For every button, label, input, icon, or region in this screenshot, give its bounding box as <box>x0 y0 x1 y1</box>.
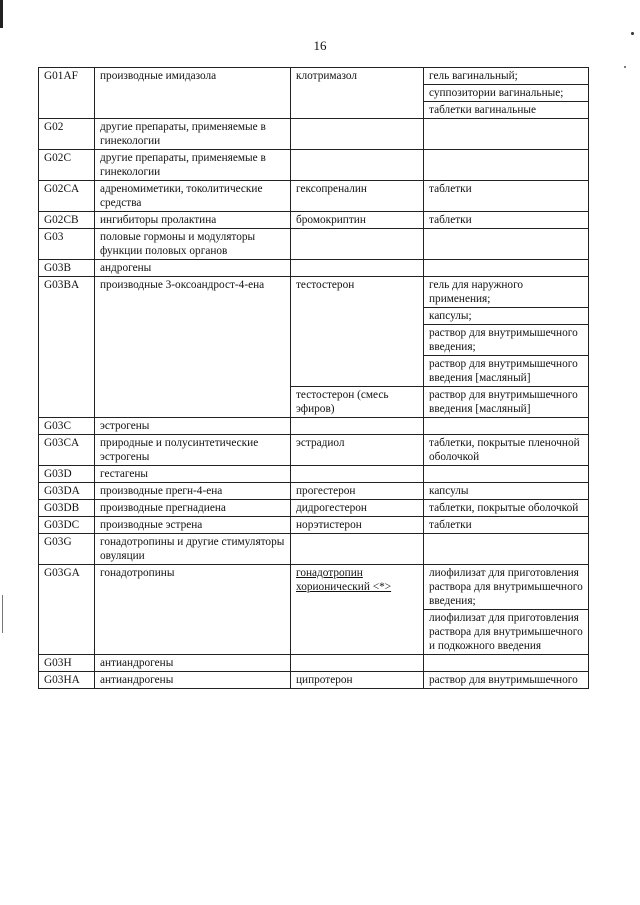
drug-cell: тестостерон <box>291 277 424 387</box>
drug-cell: дидрогестерон <box>291 500 424 517</box>
atc-code-cell: G03C <box>39 418 95 435</box>
dosage-form-cell <box>424 418 589 435</box>
group-cell: антиандрогены <box>95 672 291 689</box>
atc-code-cell: G03 <box>39 229 95 260</box>
drug-cell <box>291 119 424 150</box>
table-row <box>39 150 589 181</box>
dosage-form-cell: раствор для внутримышечного введения [масляный] <box>424 387 589 418</box>
table-row <box>39 277 589 308</box>
atc-code-cell: G02CA <box>39 181 95 212</box>
table-row <box>39 119 589 150</box>
dosage-form-cell: раствор для внутримышечного <box>424 672 589 689</box>
group-cell: адреномиметики, токолитические средства <box>95 181 291 212</box>
scan-edge-line <box>2 595 3 633</box>
drug-cell <box>291 466 424 483</box>
table-row <box>39 181 589 212</box>
drug-cell <box>291 655 424 672</box>
dosage-form-cell <box>424 119 589 150</box>
atc-code-cell: G03DB <box>39 500 95 517</box>
group-cell: производные эстрена <box>95 517 291 534</box>
group-cell: производные прегн-4-ена <box>95 483 291 500</box>
scan-dot-mark <box>631 32 634 35</box>
table-row <box>39 500 589 517</box>
group-cell: половые гормоны и модуляторы функции половых органов <box>95 229 291 260</box>
scan-dot-mark <box>624 66 626 68</box>
dosage-form-cell: раствор для внутримышечного введения [масляный] <box>424 356 589 387</box>
atc-code-cell: G02 <box>39 119 95 150</box>
table-row <box>39 655 589 672</box>
table-row <box>39 672 589 689</box>
drug-cell: норэтистерон <box>291 517 424 534</box>
dosage-form-cell <box>424 150 589 181</box>
drug-cell <box>291 418 424 435</box>
table-row <box>39 517 589 534</box>
drug-cell: гексопреналин <box>291 181 424 212</box>
table-row <box>39 565 589 610</box>
atc-code-cell: G03G <box>39 534 95 565</box>
group-cell: производные имидазола <box>95 68 291 119</box>
drug-classification-table <box>38 67 589 689</box>
group-cell: другие препараты, применяемые в гинекологии <box>95 150 291 181</box>
dosage-form-cell: лиофилизат для приготовления раствора для внутримышечного введения; <box>424 565 589 610</box>
dosage-form-cell: таблетки <box>424 517 589 534</box>
dosage-form-cell: таблетки <box>424 181 589 212</box>
group-cell: гонадотропины и другие стимуляторы овуляции <box>95 534 291 565</box>
dosage-form-cell: таблетки, покрытые пленочной оболочкой <box>424 435 589 466</box>
dosage-form-cell <box>424 229 589 260</box>
drug-cell <box>291 565 424 655</box>
drug-cell: эстрадиол <box>291 435 424 466</box>
drug-cell: тестостерон (смесь эфиров) <box>291 387 424 418</box>
table-row <box>39 418 589 435</box>
dosage-form-cell: капсулы; <box>424 308 589 325</box>
table-row <box>39 260 589 277</box>
atc-code-cell: G03HA <box>39 672 95 689</box>
dosage-form-cell: таблетки <box>424 212 589 229</box>
dosage-form-cell <box>424 466 589 483</box>
dosage-form-cell: таблетки вагинальные <box>424 102 589 119</box>
group-cell: эстрогены <box>95 418 291 435</box>
group-cell: производные 3-оксоандрост-4-ена <box>95 277 291 418</box>
dosage-form-cell: раствор для внутримышечного введения; <box>424 325 589 356</box>
atc-code-cell: G03H <box>39 655 95 672</box>
scan-edge-mark <box>0 0 3 28</box>
drug-cell: бромокриптин <box>291 212 424 229</box>
dosage-form-cell: гель вагинальный; <box>424 68 589 85</box>
atc-code-cell: G02C <box>39 150 95 181</box>
group-cell: другие препараты, применяемые в гинекологии <box>95 119 291 150</box>
drug-cell: ципротерон <box>291 672 424 689</box>
group-cell: природные и полусинтетические эстрогены <box>95 435 291 466</box>
atc-code-cell: G03D <box>39 466 95 483</box>
dosage-form-cell: капсулы <box>424 483 589 500</box>
dosage-form-cell: гель для наружного применения; <box>424 277 589 308</box>
group-cell: ингибиторы пролактина <box>95 212 291 229</box>
dosage-form-cell <box>424 260 589 277</box>
table-row <box>39 212 589 229</box>
table-row <box>39 466 589 483</box>
dosage-form-cell: суппозитории вагинальные; <box>424 85 589 102</box>
drug-cell <box>291 534 424 565</box>
drug-cell: прогестерон <box>291 483 424 500</box>
drug-cell: клотримазол <box>291 68 424 119</box>
dosage-form-cell <box>424 655 589 672</box>
atc-code-cell: G01AF <box>39 68 95 119</box>
group-cell: гестагены <box>95 466 291 483</box>
drug-cell <box>291 229 424 260</box>
dosage-form-cell: лиофилизат для приготовления раствора для внутримышечного и подкожного введения <box>424 610 589 655</box>
atc-code-cell: G03CA <box>39 435 95 466</box>
drug-cell <box>291 150 424 181</box>
atc-code-cell: G03B <box>39 260 95 277</box>
table-row <box>39 483 589 500</box>
atc-code-cell: G03GA <box>39 565 95 655</box>
dosage-form-cell: таблетки, покрытые оболочкой <box>424 500 589 517</box>
table-row <box>39 229 589 260</box>
table-row <box>39 534 589 565</box>
atc-code-cell: G02CB <box>39 212 95 229</box>
atc-code-cell: G03DC <box>39 517 95 534</box>
group-cell: андрогены <box>95 260 291 277</box>
page-number: 16 <box>313 38 327 53</box>
drug-cell <box>291 260 424 277</box>
table-row <box>39 435 589 466</box>
atc-code-cell: G03DA <box>39 483 95 500</box>
drug-name-underlined: гонадотропин хорионический <*> <box>296 567 392 593</box>
group-cell: антиандрогены <box>95 655 291 672</box>
group-cell: производные прегнадиена <box>95 500 291 517</box>
atc-code-cell: G03BA <box>39 277 95 418</box>
table-row <box>39 68 589 85</box>
group-cell: гонадотропины <box>95 565 291 655</box>
dosage-form-cell <box>424 534 589 565</box>
